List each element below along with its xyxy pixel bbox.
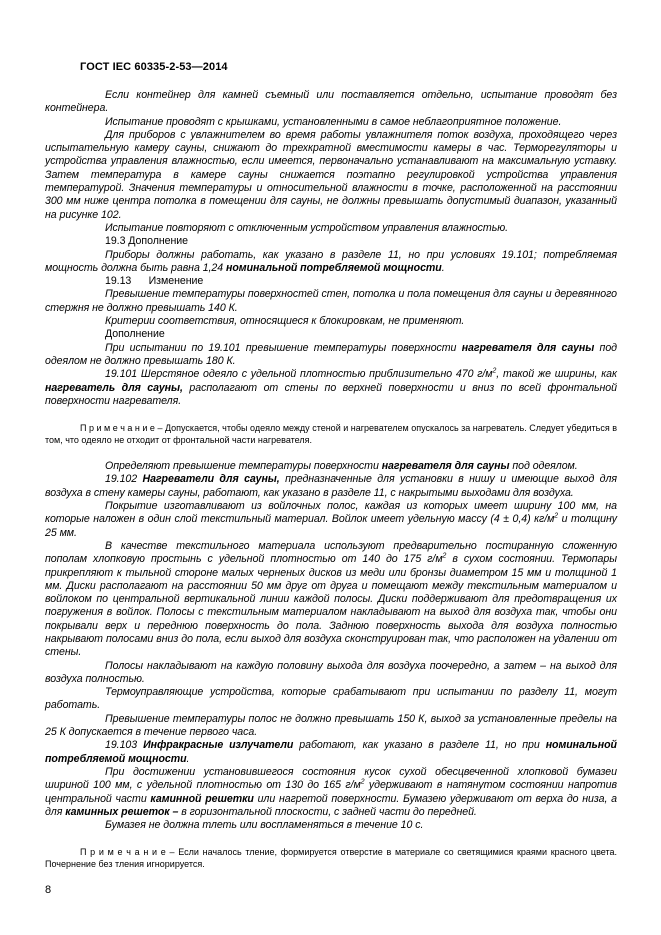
text-run: предназначенные для установки в нишу и имеющие выход для воздуха в стену камеры сауны, работают, как указано в разделе 11, с накрытыми выходами для воздуха. [45, 473, 618, 499]
text-run: Покрытие изготавливают из войлочных полос, каждая из которых имеет ширину 100 мм, на которые наложен в один слой текстильный материал. Войлок имеет удельную массу (4 ± 0,4) кг/м [45, 500, 617, 526]
text-run: Термоуправляющие устройства, которые срабатывают при испытании по разделу 11, могут работать. [45, 686, 617, 712]
text-run: 19.101 Шерстяное одеяло с удельной плотностью приблизительно 470 г/м [105, 368, 493, 381]
paragraph [45, 500, 617, 540]
text-run: в сухом состоянии. Термопары прикрепляют к тыльной стороне малых черненых дисков из меди или бронзы диаметром 15 мм и толщиной 1 мм. Диски располагают на расстоянии 50 мм друг от друга и помещают между текстильным материалом и войлоком по центральной вертикальной линии каждой полосы. Диски поддерживают для предотвращения их погружения в войлок. Полосы с текстильным материалом накладывают на выход для воздуха так, чтобы они покрывали верх и переднюю поверхность до пола. Заднюю поверхность выхода для воздуха полностью накрывают полосами вниз до пола, если выход для воздуха сконструирован так, что расположен на удалении от стены. [45, 553, 617, 659]
text-run: каминной решетки [150, 792, 254, 805]
paragraph [45, 739, 617, 766]
text-run: располагают от стены по верхней поверхности и вниз по всей фронтальной поверхности нагревателя. [45, 381, 617, 407]
text-run: номинальной потребляемой мощности [226, 261, 442, 274]
paragraph [45, 713, 617, 740]
text-run: 19.103 [105, 739, 144, 752]
superscript-run: 2 [442, 552, 447, 560]
text-run: Критерии соответствия, относящиеся к блокировкам, не применяют. [105, 315, 465, 328]
text-run: Испытание проводят с крышками, установленными в самое неблагоприятное положение. [105, 115, 562, 128]
text-run: При испытании по 19.101 превышение температуры поверхности [105, 341, 462, 354]
text-run: удерживают в натянутом состоянии напротив центральной части [45, 779, 618, 805]
paragraph [45, 660, 617, 687]
text-run: Бумазея не должна тлеть или воспламеняться в течение 10 с. [105, 819, 424, 832]
paragraph [45, 249, 617, 276]
text-run: нагреватель для сауны, [45, 381, 183, 394]
text-run: Дополнение [105, 328, 165, 341]
text-run: Превышение температуры полос не должно превышать 150 К, выход за установленные пределы на 25 К допускается в течение первого часа. [45, 712, 617, 739]
text-run: П р и м е ч а н и е – Допускается, чтобы одеяло между стеной и нагревателем опускалось за нагреватель. Следует убедиться в том, что одеяло не отходит от фронтальной части нагревателя. [45, 423, 617, 446]
superscript-run: 2 [554, 512, 559, 520]
paragraph [45, 473, 617, 500]
text-run: и толщину 25 мм. [45, 513, 617, 539]
superscript-run: 2 [360, 778, 365, 786]
text-run: номинальной потребляемой мощности [45, 739, 617, 765]
paragraph [45, 342, 617, 369]
text-run: работают, как указано в разделе 11, но при [293, 739, 546, 752]
paragraph [45, 129, 617, 222]
text-run: Если контейнер для камней съемный или поставляется отдельно, испытание проводят без контейнера. [45, 89, 617, 115]
superscript-run: 2 [492, 367, 497, 375]
paragraph [45, 89, 617, 116]
text-run: Определяют превышение температуры поверхности [105, 460, 382, 473]
text-run: нагревателя для сауны [381, 460, 510, 473]
paragraph [45, 315, 617, 328]
page-header: ГОСТ IEC 60335-2-53—2014 [80, 61, 228, 73]
text-run: 19.13 Изменение [105, 275, 204, 288]
paragraph [45, 116, 617, 129]
text-run: В качестве текстильного материала используют предварительно постиранную сложенную пополам хлопковую простынь с удельной плотностью от 140 до 175 г/м [45, 539, 617, 566]
text-run: . [441, 261, 445, 274]
text-run: под одеялом. [509, 460, 578, 473]
paragraph [45, 686, 617, 713]
text-run: Испытание повторяют с отключенным устройством управления влажностью. [105, 221, 509, 234]
paragraph [45, 766, 617, 819]
text-run: каминных решеток – [65, 805, 179, 818]
section-label [45, 235, 617, 248]
text-run: , такой же ширины, как [496, 368, 617, 381]
note-paragraph [45, 846, 617, 870]
text-run: под одеялом не должно превышать 180 К. [45, 341, 617, 367]
text-run: Нагреватели для сауны, [142, 473, 280, 486]
text-run: нагревателя для сауны [461, 341, 595, 354]
text-run: П р и м е ч а н и е – Если началось тление, формируется отверстие в материале со светящимися краями красного цвета. Почернение без тления игнорируется. [45, 847, 617, 870]
text-run: Для приборов с увлажнителем во время работы увлажнителя поток воздуха, проходящего через испытательную камеру сауны, снижают до трехкратной вместимости камеры в час. Терморегуляторы и устройства управления влажностью, если имеется, первоначально устанавливают на максимальную уставку. Затем температура в камере сауны снижается поэтапно регулировкой устройства управления температурой. Значения температуры и относительной влажности в точке, расположенной на расстоянии 300 мм ниже центра потолка в помещении для сауны, не должны превышать допустимый диапазон, указанный на рисунке 102. [45, 128, 617, 221]
text-run: в горизонтальной плоскости, с задней части до передней. [178, 805, 477, 818]
text-run: Полосы накладывают на каждую половину выхода для воздуха поочередно, а затем – на выход для воздуха полностью. [45, 659, 617, 685]
text-run: Превышение температуры поверхностей стен, потолка и пола помещения для сауны и деревянного стержня не должно превышать 140 К. [45, 288, 617, 314]
paragraph [45, 368, 617, 408]
paragraph [45, 819, 617, 832]
text-run: или нагретой поверхности. Бумазею удерживают от верха до низа, а для [45, 792, 617, 818]
text-run: При достижении установившегося состояния кусок сухой обесцвеченной хлопковой бумазеи шириной 100 мм, с удельной плотностью от 130 до 165 г/м [45, 765, 617, 792]
text-run: Приборы должны работать, как указано в разделе 11, но при условиях 19.101; потребляемая мощность должна быть равна 1,24 [45, 248, 617, 274]
paragraph [45, 460, 617, 473]
paragraph [45, 222, 617, 235]
text-run: . [186, 752, 190, 765]
text-run: 19.3 Дополнение [105, 235, 188, 248]
note-paragraph [45, 422, 617, 446]
section-label [45, 328, 617, 341]
text-run: 19.102 [105, 473, 143, 486]
paragraph [45, 288, 617, 315]
section-label [45, 275, 617, 288]
paragraph [45, 540, 617, 660]
text-run: Инфракрасные излучатели [143, 739, 294, 752]
document-body [45, 89, 617, 870]
page-number: 8 [45, 884, 52, 897]
